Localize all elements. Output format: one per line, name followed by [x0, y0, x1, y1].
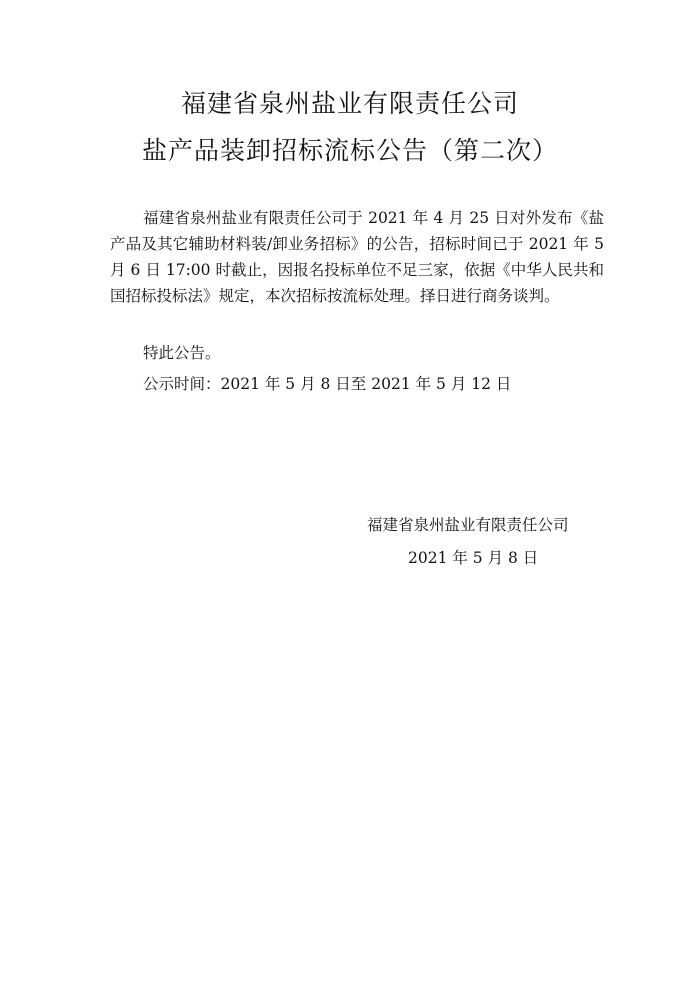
closing-statement: 特此公告。	[143, 344, 221, 362]
announcement-paragraph: 福建省泉州盐业有限责任公司于 2021 年 4 月 25 日对外发布《盐产品及其它辅助材料装/卸业务招标》的公告，招标时间已于 2021 年 5 月 6 日 17:00 时截止，因报名投标单位不足三家，依据《中华人民共和国招标投标法》规定，本次招标按流标处理。择日进行商务谈判。	[110, 209, 604, 305]
publicity-period: 公示时间：2021 年 5 月 8 日至 2021 年 5 月 12 日	[143, 375, 512, 393]
signature-date: 2021 年 5 月 8 日	[408, 549, 539, 567]
signature-company: 福建省泉州盐业有限责任公司	[367, 516, 569, 534]
document-title-line-1: 福建省泉州盐业有限责任公司	[180, 89, 519, 118]
document-title-line-2: 盐产品装卸招标流标公告（第二次）	[141, 136, 558, 165]
